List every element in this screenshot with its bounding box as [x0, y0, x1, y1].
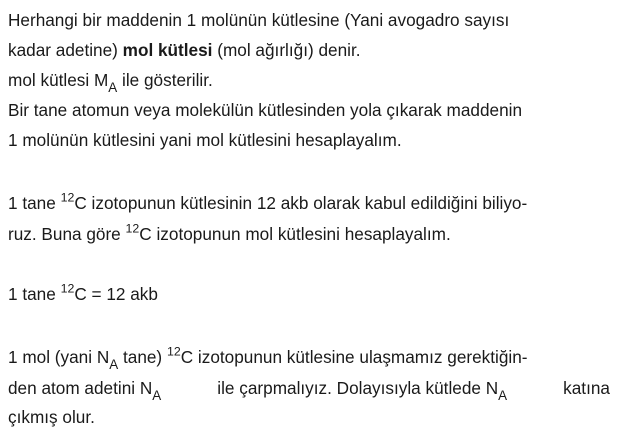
superscript: 12: [125, 221, 140, 236]
text: ile gösterilir.: [122, 70, 213, 90]
text: 1 molünün kütlesini yani mol kütlesini hesaplayalım.: [8, 130, 402, 150]
text: mol kütlesi M: [8, 70, 109, 90]
paragraph-1-line-1: [8, 8, 509, 32]
text: Bir tane atomun veya molekülün kütlesinden yola çıkarak maddenin: [8, 100, 523, 120]
text-group: [217, 376, 508, 404]
paragraph-4-line-1: [8, 344, 528, 373]
paragraph-4-line-2: [8, 376, 610, 404]
text: 1 mol (yani N: [8, 347, 110, 367]
paragraph-2-line-2: [8, 222, 451, 246]
bold-term: mol kütlesi: [122, 40, 213, 60]
text: ile çarpmalıyız. Dolayısıyla kütlede N: [217, 378, 499, 398]
paragraph-1-line-2: [8, 38, 361, 62]
superscript: 12: [60, 281, 75, 296]
paragraph-1-line-3: [8, 68, 213, 96]
text: 1 tane: [8, 284, 56, 304]
text: (mol ağırlığı) denir.: [217, 40, 361, 60]
subscript: A: [498, 388, 508, 404]
paragraph-3-equation: [8, 282, 158, 306]
text: tane): [122, 347, 163, 367]
paragraph-1-line-5: [8, 128, 402, 152]
text: ruz. Buna göre: [8, 224, 121, 244]
paragraph-2-line-1: [8, 191, 527, 215]
subscript: A: [108, 80, 118, 96]
text: den atom adetini N: [8, 378, 153, 398]
subscript: A: [152, 388, 162, 404]
text: Herhangi bir maddenin 1 molünün kütlesine (Yani avogadro sayısı: [8, 10, 510, 30]
text: kadar adetine): [8, 40, 118, 60]
text: katına: [563, 378, 610, 398]
text: C izotopunun mol kütlesini hesaplayalım.: [139, 224, 451, 244]
text: çıkmış olur.: [8, 407, 95, 427]
text: C izotopunun kütlesine ulaşmamız gerektiğin-: [180, 347, 528, 367]
subscript: A: [109, 357, 119, 373]
superscript: 12: [166, 344, 181, 359]
paragraph-4-line-3: [8, 405, 95, 429]
text-group: [8, 376, 162, 404]
text: C izotopunun kütlesinin 12 akb olarak kabul edildiğini biliyo-: [74, 193, 528, 213]
paragraph-1-line-4: [8, 98, 522, 122]
text: C = 12 akb: [74, 284, 158, 304]
superscript: 12: [60, 190, 75, 205]
text: 1 tane: [8, 193, 56, 213]
